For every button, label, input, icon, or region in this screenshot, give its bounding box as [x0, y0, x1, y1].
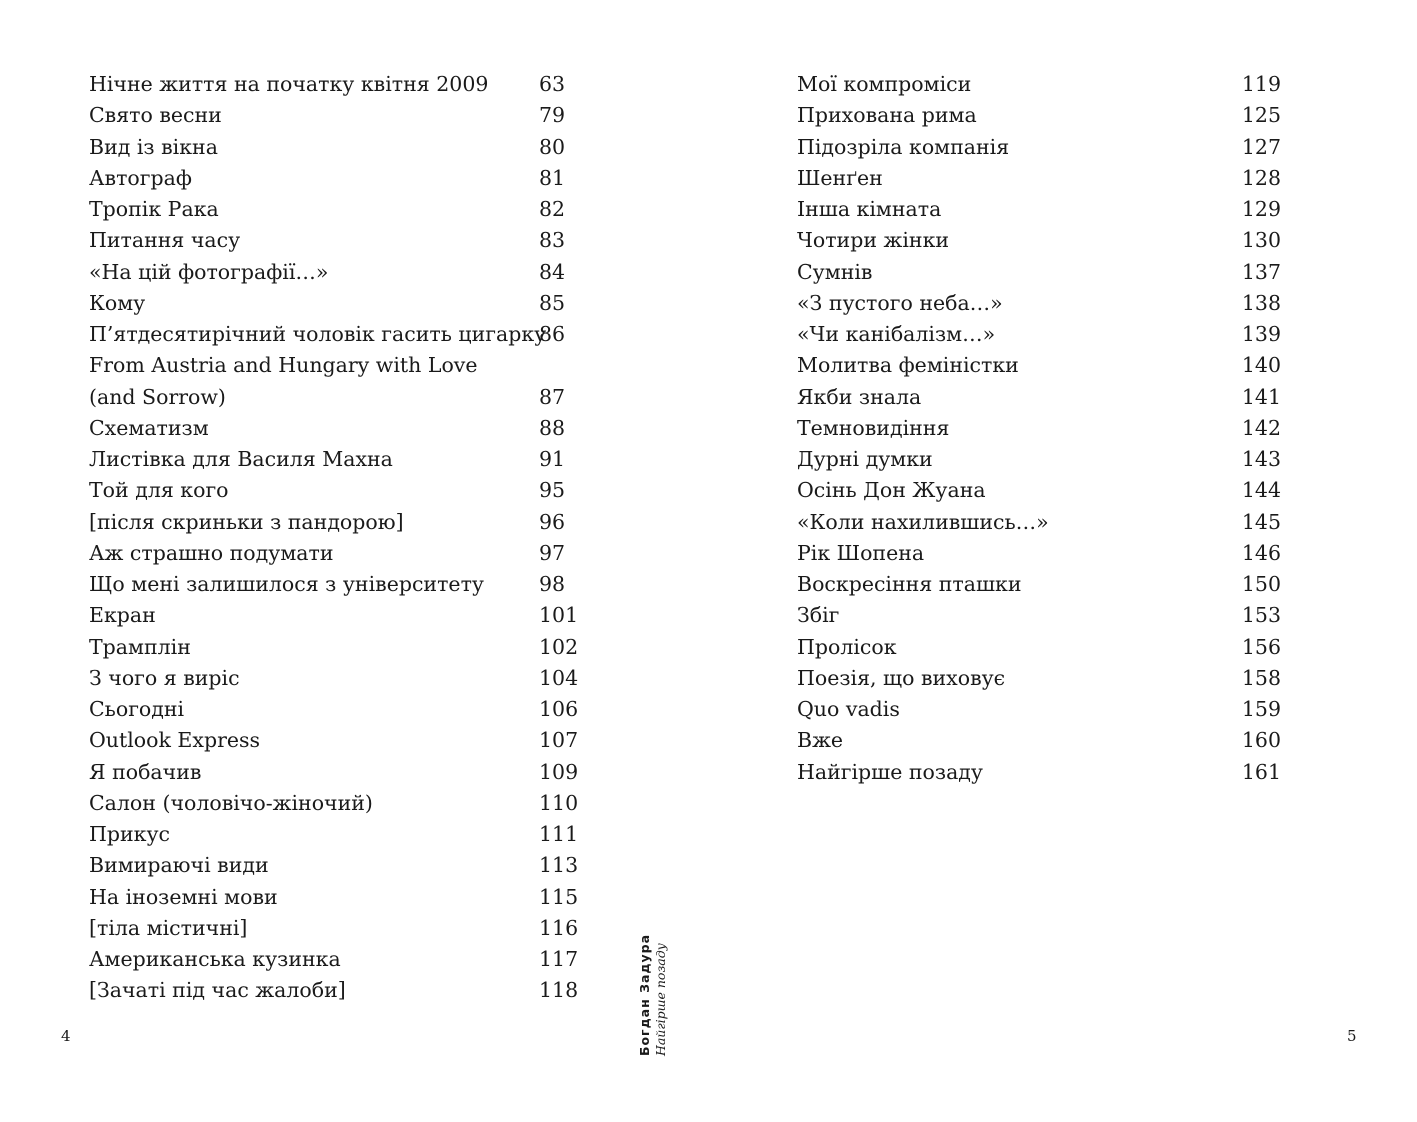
toc-entry-title: Інша кімната: [797, 197, 942, 221]
toc-entry: [797, 225, 1281, 256]
toc-entry-title: Вид із вікна: [89, 134, 218, 159]
toc-entry-title: [Зачаті під час жалоби]: [89, 978, 346, 1003]
toc-entry-page-number: 153: [1241, 603, 1281, 628]
toc-entry: [89, 507, 573, 538]
toc-entry-title: Сумнів: [797, 259, 873, 284]
toc-entry: [89, 69, 573, 100]
toc-entry: [797, 319, 1281, 350]
running-head-title: Найгірше позаду: [653, 943, 668, 1057]
toc-entry: [89, 600, 579, 631]
toc-right-column: [797, 69, 1281, 788]
toc-entry-title: Трамплін: [89, 634, 191, 659]
toc-entry-page-number: 125: [1241, 103, 1281, 128]
toc-entry-page-number: 139: [1241, 322, 1281, 346]
toc-entry-page-number: 88: [539, 415, 566, 440]
toc-entry-page-number: 150: [1241, 572, 1281, 596]
toc-entry-title: «Коли нахилившись…»: [797, 509, 1049, 534]
toc-entry-title: Листівка для Василя Махна: [89, 447, 393, 471]
toc-entry-title: Дурні думки: [797, 447, 933, 471]
toc-entry-page-number: 158: [1241, 665, 1281, 690]
toc-entry: [797, 444, 1281, 475]
page-number-left: 4: [61, 1027, 71, 1045]
toc-entry: [797, 600, 1281, 631]
toc-entry-title: «З пустого неба…»: [797, 290, 1003, 315]
toc-entry-page-number: 84: [539, 259, 566, 284]
toc-entry-page-number: 128: [1241, 165, 1281, 190]
toc-entry-title: Екран: [89, 603, 156, 628]
toc-entry-title: З чого я виріс: [89, 665, 240, 690]
toc-entry: [797, 257, 1281, 288]
toc-entry-page-number: 142: [1241, 415, 1281, 440]
toc-entry: [89, 225, 573, 256]
toc-entry: [89, 819, 579, 850]
toc-entry: [797, 507, 1281, 538]
toc-entry: [89, 757, 579, 788]
toc-entry: [797, 132, 1281, 163]
toc-entry-page-number: 83: [539, 228, 566, 253]
toc-entry-page-number: 109: [539, 759, 579, 784]
toc-entry: [89, 882, 579, 913]
toc-entry: [797, 382, 1281, 413]
toc-entry-title: Поезія, що виховує: [797, 665, 1006, 690]
toc-entry: [797, 538, 1281, 569]
toc-entry-title: П’ятдесятирічний чоловік гасить цигарку: [89, 322, 547, 346]
toc-entry: [797, 725, 1281, 756]
toc-entry: [89, 850, 579, 881]
toc-entry-title: Салон (чоловічо-жіночий): [89, 790, 373, 815]
toc-entry: [797, 194, 1281, 225]
toc-entry: [89, 632, 579, 663]
toc-entry: [89, 132, 573, 163]
toc-entry: [89, 538, 573, 569]
toc-entry: [89, 194, 573, 225]
toc-entry-page-number: 161: [1241, 759, 1281, 784]
toc-entry-title: На іноземні мови: [89, 884, 278, 909]
toc-entry-title: Нічне життя на початку квітня 2009: [89, 72, 489, 96]
toc-entry-title: Шенґен: [797, 165, 883, 190]
toc-entry-page-number: 130: [1241, 228, 1281, 253]
toc-entry: [89, 725, 579, 756]
toc-entry-page-number: 91: [539, 447, 566, 471]
toc-entry-title: Осінь Дон Жуана: [797, 478, 986, 503]
toc-entry-page-number: 86: [539, 322, 566, 346]
toc-entry-page-number: 98: [539, 572, 566, 596]
toc-entry-page-number: 111: [539, 822, 579, 846]
toc-entry: [89, 319, 573, 350]
toc-entry-page-number: 79: [539, 103, 566, 128]
toc-entry-title: Питання часу: [89, 228, 241, 253]
toc-entry: [89, 350, 573, 381]
toc-entry: [89, 913, 579, 944]
toc-entry-title: Воскресіння пташки: [797, 572, 1022, 596]
toc-entry: [89, 569, 573, 600]
toc-entry-title: (and Sorrow): [89, 384, 226, 409]
toc-entry-page-number: 140: [1241, 353, 1281, 378]
toc-entry: [89, 382, 573, 413]
toc-entry-page-number: 138: [1241, 290, 1281, 315]
toc-entry-page-number: 143: [1241, 447, 1281, 471]
running-head-author: Богдан Задура: [637, 933, 652, 1057]
toc-entry-page-number: 119: [1241, 72, 1281, 96]
toc-entry-title: Я побачив: [89, 759, 202, 784]
toc-entry-title: Темновидіння: [797, 415, 950, 440]
toc-entry-title: Молитва феміністки: [797, 353, 1019, 378]
toc-entry-title: Автограф: [89, 165, 192, 190]
toc-entry: [89, 100, 573, 131]
toc-entry-title: Вимираючі види: [89, 853, 269, 878]
toc-entry: [89, 475, 573, 506]
toc-entry-title: [тіла містичні]: [89, 915, 248, 940]
toc-entry: [89, 288, 573, 319]
toc-entry-page-number: 85: [539, 290, 566, 315]
toc-entry-page-number: 141: [1241, 384, 1281, 409]
toc-entry-title: Збіг: [797, 603, 840, 628]
toc-entry: [797, 69, 1281, 100]
toc-entry-title: Мої компроміси: [797, 72, 972, 96]
toc-entry-page-number: 160: [1241, 728, 1281, 753]
toc-entry-title: Аж страшно подумати: [89, 540, 334, 565]
toc-entry-title: Американська кузинка: [89, 947, 341, 971]
toc-entry-page-number: 110: [539, 790, 579, 815]
toc-entry-page-number: 118: [539, 978, 579, 1003]
toc-entry: [797, 350, 1281, 381]
toc-entry-title: Прикус: [89, 822, 171, 846]
toc-entry: [89, 944, 579, 975]
toc-entry: [89, 257, 573, 288]
toc-entry-title: «На цій фотографії…»: [89, 259, 329, 284]
toc-entry-page-number: 82: [539, 197, 566, 221]
toc-entry-page-number: 159: [1241, 697, 1281, 721]
toc-entry-page-number: 146: [1241, 540, 1281, 565]
toc-entry-title: Outlook Express: [89, 728, 261, 753]
toc-entry-title: Найгірше позаду: [797, 759, 983, 784]
toc-entry-page-number: 63: [539, 72, 566, 96]
toc-entry-page-number: 127: [1241, 134, 1281, 159]
toc-entry: [89, 163, 573, 194]
toc-entry: [797, 663, 1281, 694]
toc-entry-title: Схематизм: [89, 415, 209, 440]
toc-entry: [797, 163, 1281, 194]
toc-entry-page-number: 115: [539, 884, 579, 909]
toc-entry-page-number: 156: [1241, 634, 1281, 659]
toc-left-column: [89, 69, 579, 1007]
toc-entry-title: «Чи канібалізм…»: [797, 322, 996, 346]
toc-entry-page-number: 129: [1241, 197, 1281, 221]
toc-entry: [797, 757, 1281, 788]
toc-entry-title: Рік Шопена: [797, 540, 925, 565]
toc-entry-page-number: 102: [539, 634, 579, 659]
page-number-right: 5: [1347, 1027, 1357, 1045]
toc-entry-title: Вже: [797, 728, 844, 753]
toc-entry: [89, 663, 579, 694]
toc-entry-title: Що мені залишилося з університету: [89, 572, 484, 596]
toc-entry-title: [після скриньки з пандорою]: [89, 509, 404, 534]
toc-entry-page-number: 80: [539, 134, 566, 159]
toc-entry-title: Підозріла компанія: [797, 134, 1010, 159]
toc-entry-page-number: 113: [539, 853, 579, 878]
toc-entry-page-number: 87: [539, 384, 566, 409]
toc-entry-title: Quo vadis: [797, 697, 900, 721]
toc-entry: [89, 444, 573, 475]
toc-entry-title: Тропік Рака: [89, 197, 219, 221]
toc-entry: [797, 632, 1281, 663]
toc-entry-title: From Austria and Hungary with Love: [89, 353, 478, 378]
toc-entry-page-number: 81: [539, 165, 566, 190]
toc-entry-title: Пролісок: [797, 634, 897, 659]
toc-entry-page-number: 95: [539, 478, 566, 503]
toc-entry-title: Чотири жінки: [797, 228, 950, 253]
toc-entry-page-number: 104: [539, 665, 579, 690]
toc-entry: [797, 288, 1281, 319]
toc-entry-page-number: 116: [539, 915, 579, 940]
toc-entry-title: Якби знала: [797, 384, 922, 409]
toc-entry: [797, 100, 1281, 131]
toc-entry-page-number: 106: [539, 697, 579, 721]
toc-entry-title: Сьогодні: [89, 697, 185, 721]
toc-entry: [89, 788, 579, 819]
toc-entry-page-number: 96: [539, 509, 566, 534]
toc-entry: [797, 475, 1281, 506]
toc-entry-title: Прихована рима: [797, 103, 977, 128]
toc-entry: [89, 975, 579, 1006]
toc-entry: [89, 694, 579, 725]
toc-entry-title: Свято весни: [89, 103, 222, 128]
toc-entry-page-number: 97: [539, 540, 566, 565]
toc-entry-page-number: 145: [1241, 509, 1281, 534]
toc-entry-page-number: 137: [1241, 259, 1281, 284]
toc-entry: [797, 569, 1281, 600]
toc-entry-page-number: 117: [539, 947, 579, 971]
toc-entry-title: Той для кого: [89, 478, 229, 503]
toc-entry-page-number: 107: [539, 728, 579, 753]
toc-entry: [89, 413, 573, 444]
toc-entry: [797, 694, 1281, 725]
toc-entry-page-number: 144: [1241, 478, 1281, 503]
toc-entry-title: Кому: [89, 290, 146, 315]
toc-entry-page-number: 101: [539, 603, 579, 628]
toc-entry: [797, 413, 1281, 444]
